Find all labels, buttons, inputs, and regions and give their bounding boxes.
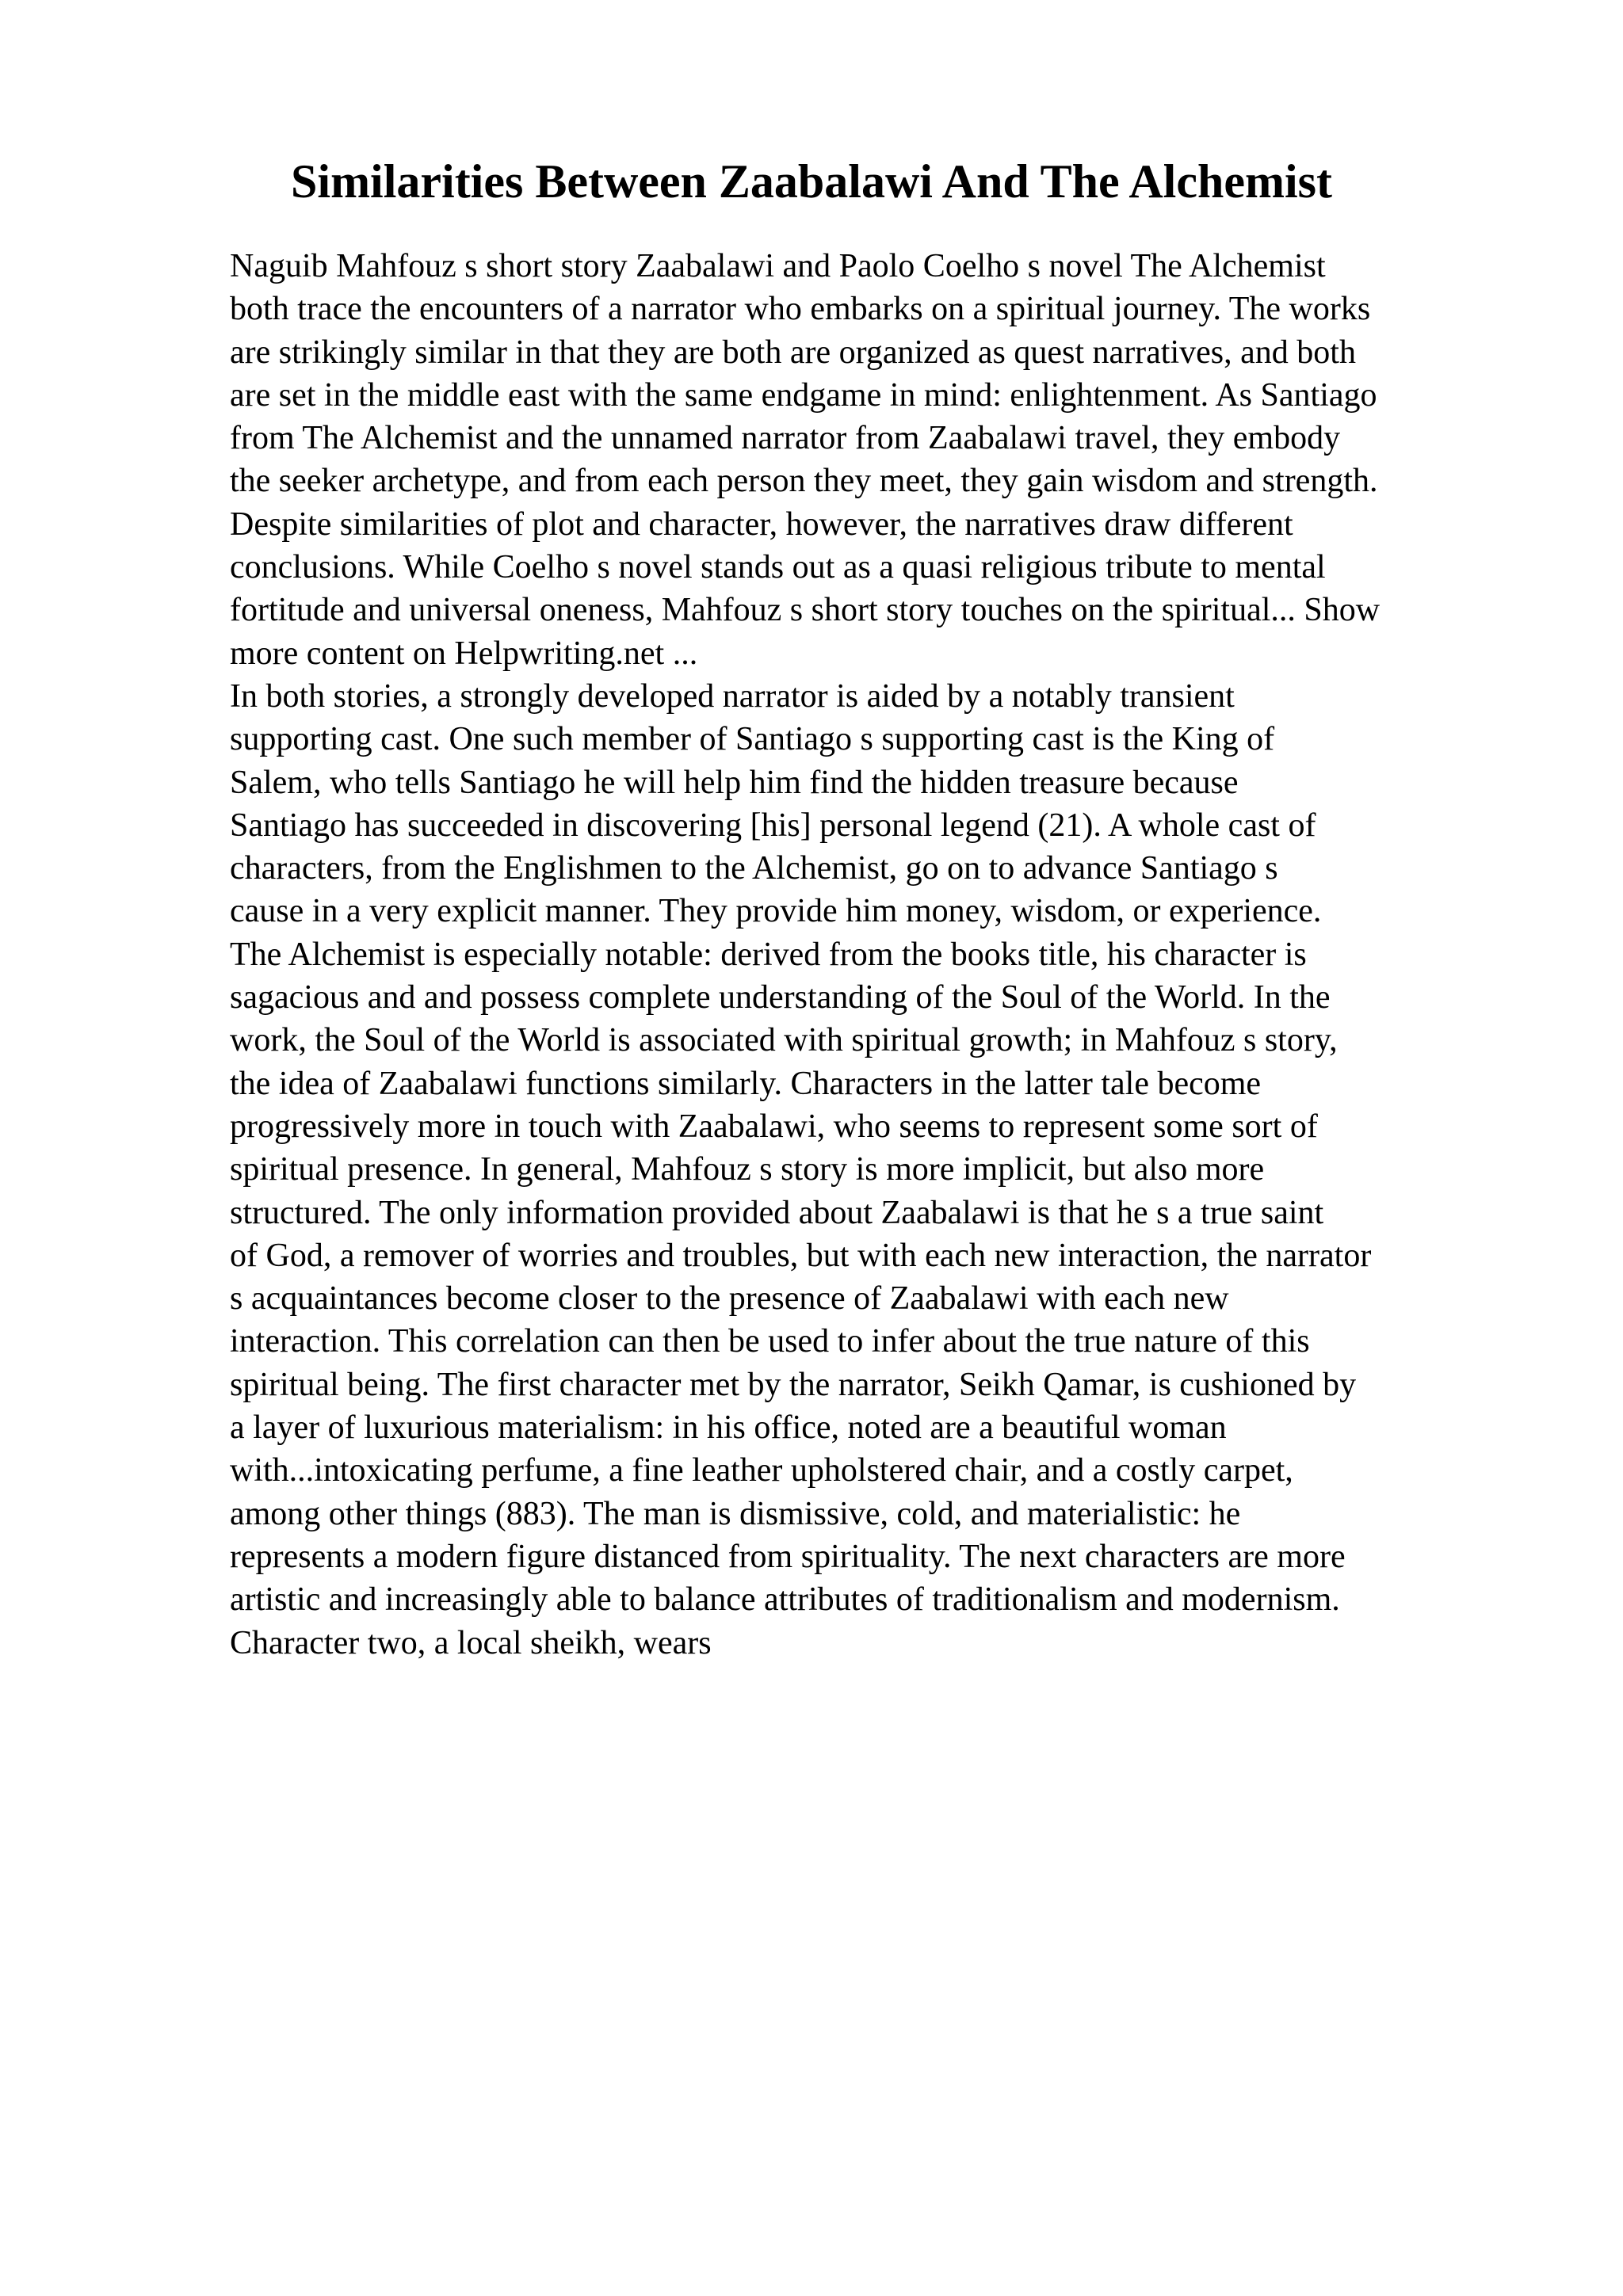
- text-line: from The Alchemist and the unnamed narrator from Zaabalawi travel, they embody: [230, 420, 1341, 457]
- text-line: characters, from the Englishmen to the Alchemist, go on to advance Santiago s: [230, 850, 1278, 887]
- text-line: supporting cast. One such member of Santiago s supporting cast is the King of: [230, 721, 1275, 758]
- text-line: among other things (883). The man is dismissive, cold, and materialistic: he: [230, 1495, 1241, 1532]
- text-line: interaction. This correlation can then be used to infer about the true nature of this: [230, 1323, 1310, 1360]
- text-line: s acquaintances become closer to the presence of Zaabalawi with each new: [230, 1280, 1229, 1318]
- text-line: The Alchemist is especially notable: derived from the books title, his character is: [230, 936, 1307, 973]
- text-line: cause in a very explicit manner. They provide him money, wisdom, or experience.: [230, 893, 1322, 930]
- document-title: Similarities Between Zaabalawi And The Alchemist: [291, 155, 1332, 208]
- text-line: the seeker archetype, and from each person they meet, they gain wisdom and strength.: [230, 463, 1378, 500]
- text-line: progressively more in touch with Zaabalawi, who seems to represent some sort of: [230, 1108, 1318, 1145]
- text-line: Despite similarities of plot and character, however, the narratives draw different: [230, 505, 1293, 543]
- text-line: artistic and increasingly able to balance attributes of traditionalism and modernism.: [230, 1581, 1340, 1619]
- text-line: of God, a remover of worries and troubles, but with each new interaction, the narrator: [230, 1237, 1372, 1274]
- text-line: structured. The only information provided about Zaabalawi is that he s a true saint: [230, 1194, 1324, 1231]
- text-line: conclusions. While Coelho s novel stands out as a quasi religious tribute to mental: [230, 549, 1326, 586]
- text-line: spiritual presence. In general, Mahfouz s story is more implicit, but also more: [230, 1151, 1265, 1188]
- text-line: both trace the encounters of a narrator who embarks on a spiritual journey. The works: [230, 291, 1371, 328]
- text-line: more content on Helpwriting.net ...: [230, 635, 698, 672]
- text-line: Naguib Mahfouz s short story Zaabalawi and Paolo Coelho s novel The Alchemist: [230, 248, 1326, 284]
- text-line: represents a modern figure distanced from spirituality. The next characters are more: [230, 1538, 1346, 1575]
- text-line: Santiago has succeeded in discovering [his] personal legend (21). A whole cast of: [230, 807, 1316, 844]
- text-line: the idea of Zaabalawi functions similarly. Characters in the latter tale become: [230, 1065, 1262, 1102]
- document-body: [230, 245, 1561, 1665]
- text-line: Character two, a local sheikh, wears: [230, 1624, 712, 1661]
- text-line: spiritual being. The first character met by the narrator, Seikh Qamar, is cushioned by: [230, 1366, 1357, 1403]
- text-line: a layer of luxurious materialism: in his office, noted are a beautiful woman: [230, 1409, 1227, 1447]
- text-line: are set in the middle east with the same endgame in mind: enlightenment. As Santiago: [230, 376, 1377, 414]
- text-line: work, the Soul of the World is associated with spiritual growth; in Mahfouz s story,: [230, 1022, 1338, 1059]
- text-line: sagacious and and possess complete understanding of the Soul of the World. In the: [230, 979, 1331, 1016]
- text-line: Salem, who tells Santiago he will help him find the hidden treasure because: [230, 764, 1239, 801]
- text-line: In both stories, a strongly developed narrator is aided by a notably transient: [230, 677, 1235, 715]
- text-line: fortitude and universal oneness, Mahfouz s short story touches on the spiritual... Show: [230, 592, 1381, 629]
- text-line: are strikingly similar in that they are both are organized as quest narratives, and both: [230, 334, 1356, 371]
- text-line: with...intoxicating perfume, a fine leather upholstered chair, and a costly carpet,: [230, 1452, 1293, 1489]
